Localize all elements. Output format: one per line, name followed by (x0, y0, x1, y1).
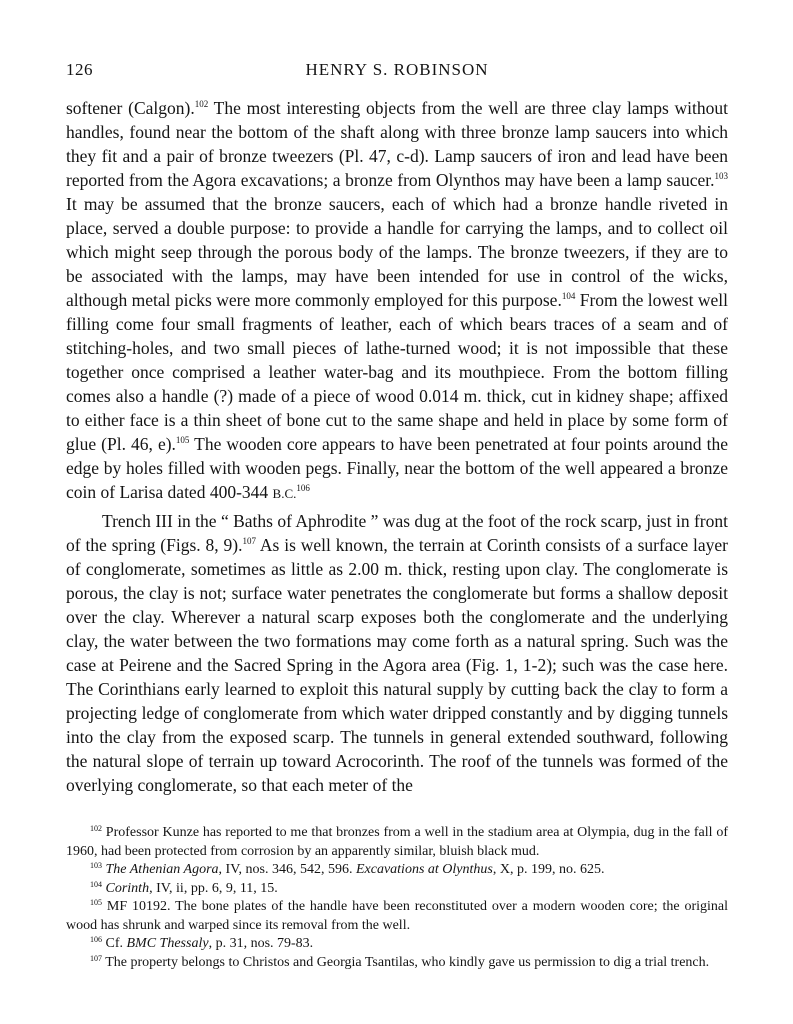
footnote-text: , IV, nos. 346, 542, 596. (218, 862, 356, 877)
era-abbrev: B.C. (272, 486, 297, 501)
footnote-text: The property belongs to Christos and Georgia Tsantilas, who kindly gave us permission to dig a trial trench. (102, 954, 710, 970)
footnote-ref-106[interactable]: 106 (296, 483, 310, 493)
footnote-number: 105 (90, 898, 102, 907)
paragraph-2 (66, 509, 728, 797)
footnotes (66, 824, 728, 972)
footnote-title: BMC Thessaly (126, 936, 209, 951)
page-header (66, 60, 728, 82)
footnote-title: Corinth (105, 880, 150, 896)
footnote-106 (66, 935, 728, 954)
footnote-ref-105[interactable]: 105 (175, 435, 190, 445)
p1-text-4: From the lowest well filling come four small fragments of leather, each of which bears traces of a seam and of stitching-holes, and two small pieces of lathe-turned wood; it is not impossible that these together once comprised a leather water-bag and its mouthpiece. From the bottom filling comes also a handle (?) made of a piece of wood 0.014 m. thick, cut in kidney shape; affixed to either face is a thin sheet of bone cut to the same shape and held in place by some form of glue (Pl. 46, e). (66, 290, 728, 454)
footnote-103 (66, 861, 728, 880)
p1-text-3: It may be assumed that the bronze saucers, each of which had a bronze handle riveted in place, served a double purpose: to provide a handle for carrying the lamps, and to collect oil which might seep through the porous body of the lamps. The bronze tweezers, if they are to be associated with the lamps, may have been intended for use in control of the wicks, although metal picks were more commonly employed for this purpose. (66, 194, 728, 310)
footnote-text: MF 10192. The bone plates of the handle have been reconstituted over a modern wooden core; the original wood has shrunk and warped since its removal from the well. (66, 899, 728, 933)
footnote-number: 107 (90, 953, 102, 963)
p1-text-1: softener (Calgon). (66, 98, 195, 118)
footnote-text: Cf. (102, 936, 127, 951)
footnote-title: Excavations at Olynthus (355, 862, 493, 877)
footnote-ref-103[interactable]: 103 (714, 171, 728, 181)
footnote-107 (66, 954, 728, 973)
footnote-text: Professor Kunze has reported to me that bronzes from a well in the stadium area at Olympia, dug in the fall of 1960, had been protected from corrosion by an apparently similar, bluish black mud. (66, 825, 728, 859)
footnote-ref-104[interactable]: 104 (561, 291, 576, 301)
main-text (66, 96, 728, 797)
page-number: 126 (66, 60, 93, 79)
footnote-ref-107[interactable]: 107 (242, 536, 256, 546)
footnote-104 (66, 880, 728, 899)
footnote-105 (66, 898, 728, 935)
paragraph-1 (66, 96, 728, 506)
footnote-number: 106 (90, 935, 102, 944)
footnote-number: 102 (90, 824, 102, 833)
footnote-text: , X, p. 199, no. 625. (492, 862, 605, 877)
footnote-ref-102[interactable]: 102 (194, 99, 209, 109)
p1-text-2: The most interesting objects from the well are three clay lamps without handles, found near the bottom of the shaft along with three bronze lamp saucers into which they fit and a pair of bronze tweezers (Pl. 47, c-d). Lamp saucers of iron and lead have been reported from the Agora excavations; a bronze from Olynthos may have been a lamp saucer. (66, 98, 728, 190)
footnote-text: , IV, ii, pp. 6, 9, 11, 15. (149, 880, 278, 896)
running-head: HENRY S. ROBINSON (305, 60, 489, 79)
p2-text-1: Trench III in the “ Baths of Aphrodite ” was dug at the foot of the rock scarp, just in front of the spring (Figs. 8, 9). (66, 511, 728, 555)
p2-text-2: As is well known, the terrain at Corinth consists of a surface layer of conglomerate, sometimes as little as 2.00 m. thick, resting upon clay. The conglomerate is porous, the clay is not; surface water penetrates the conglomerate but forms a shallow deposit over the clay. Wherever a natural scarp exposes both the conglomerate and the underlying clay, the water between the two formations may come forth as a natural spring. Such was the case at Peirene and the Sacred Spring in the Agora area (Fig. 1, 1-2); such was the case here. The Corinthians early learned to exploit this natural supply by cutting back the clay to form a projecting ledge of conglomerate from which water dripped constantly and by digging tunnels into the clay from the exposed scarp. The tunnels in general extended southward, following the natural slope of terrain up toward Acrocorinth. The roof of the tunnels was formed of the overlying conglomerate, so that each meter of the (66, 535, 728, 795)
footnote-number: 104 (90, 879, 102, 889)
footnote-number: 103 (90, 861, 102, 870)
footnote-102 (66, 824, 728, 861)
footnote-title: The Athenian Agora (105, 862, 219, 877)
footnote-text: , p. 31, nos. 79-83. (208, 936, 314, 951)
p1-text-5: The wooden core appears to have been penetrated at four points around the edge by holes filled with wooden pegs. Finally, near the bottom of the well appeared a bronze coin of Larisa dated 400-344 (66, 434, 728, 502)
